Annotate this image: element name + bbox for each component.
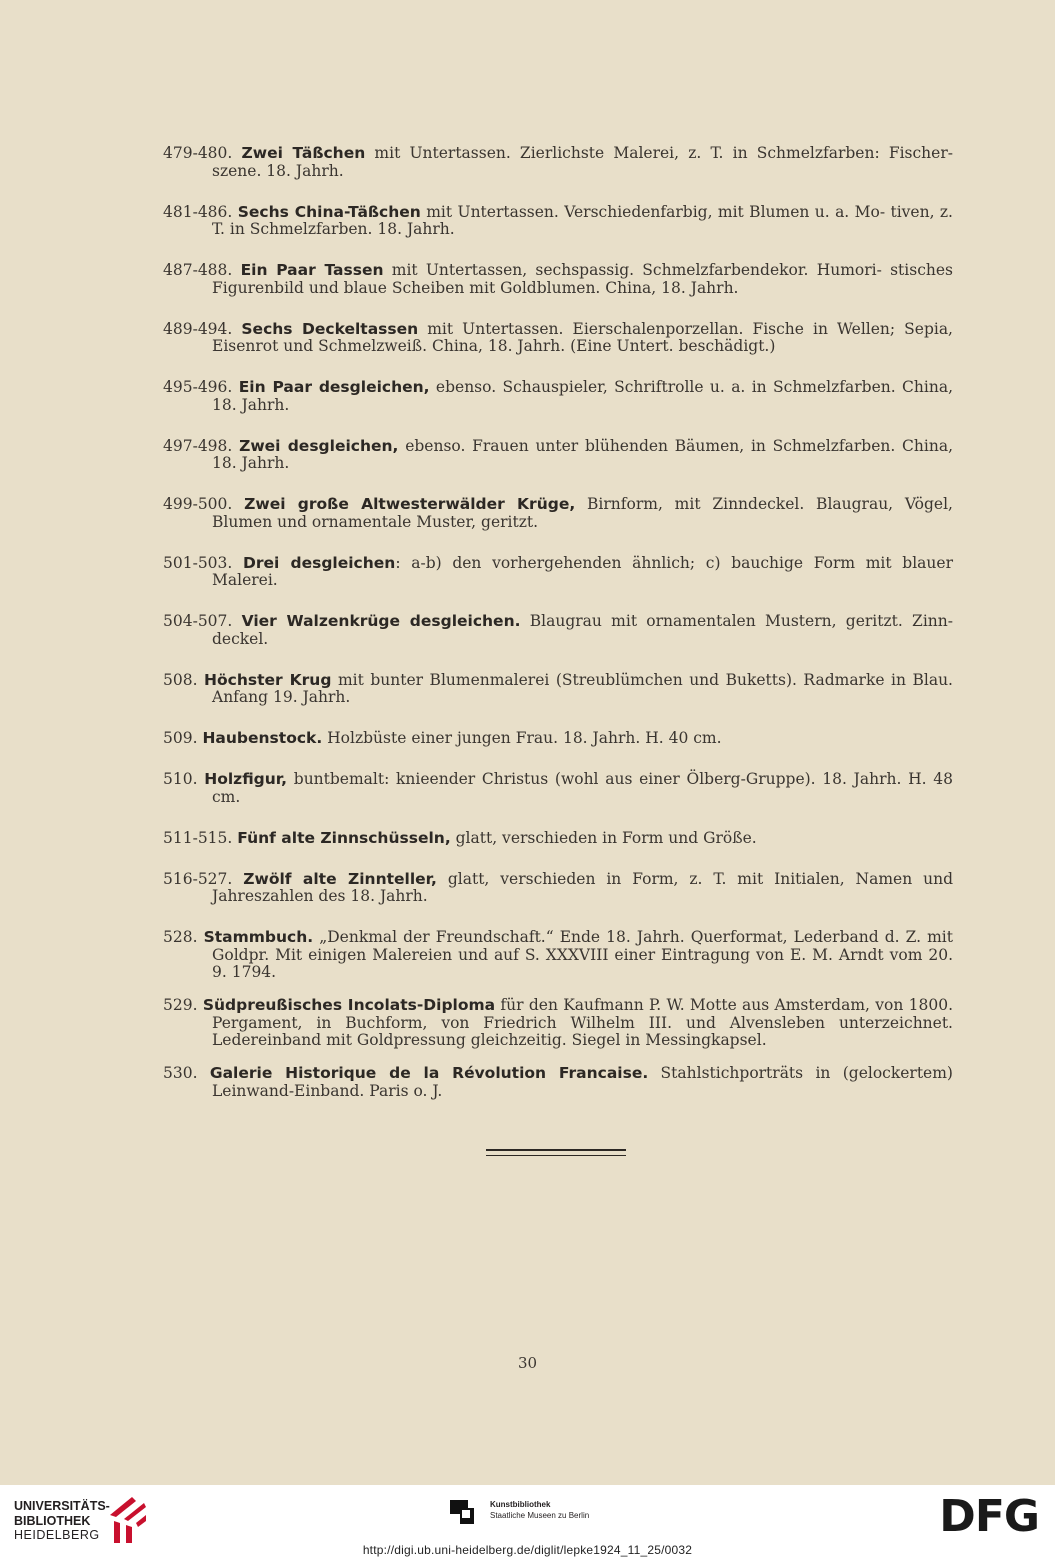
entry-title: Ein Paar Tassen (240, 261, 384, 279)
entry-text: ebenso. Frauen unter blühenden Bäumen, in Schmelzfarben. China, 18. Jahrh. (212, 436, 953, 472)
entry-text: buntbemalt: knieender Christus (wohl aus einer Ölberg-Gruppe). 18. Jahrh. H. 48 cm. (212, 770, 953, 806)
ub-heidelberg-wordmark (14, 1499, 110, 1543)
entry-number: 509. (163, 729, 198, 747)
catalog-entry (163, 771, 953, 806)
entry-title: Holzfigur, (204, 770, 288, 788)
entry-title: Sechs Deckeltassen (241, 319, 419, 338)
catalog-entry (163, 204, 953, 239)
catalog-entry (163, 438, 953, 473)
catalog-entry (163, 555, 953, 590)
entry-number: 510. (163, 770, 198, 788)
ub-line-3: HEIDELBERG (14, 1528, 100, 1542)
catalog-entry (163, 262, 953, 297)
catalog-entry (163, 1065, 953, 1100)
entry-number: 487-488. (163, 261, 233, 279)
entry-title: Südpreußisches Incolats-Diploma (202, 996, 496, 1014)
entry-text: Stahlstichporträts in (gelockertem) Leinwand-Einband. Paris o. J. (212, 1064, 953, 1100)
entry-text: glatt, verschieden in Form, z. T. mit Initialen, Namen und Jahreszahlen des 18. Jahrh. (212, 869, 953, 905)
entry-number: 508. (163, 670, 198, 689)
catalog-entry (163, 321, 953, 356)
entry-number: 495-496. (163, 378, 233, 396)
entry-title: Sechs China-Täßchen (237, 202, 421, 221)
digitization-footer (0, 1485, 1055, 1560)
entry-number: 489-494. (163, 319, 233, 338)
catalog-entry (163, 830, 953, 848)
entry-text: Holzbüste einer jungen Frau. 18. Jahrh. H. 40 cm. (322, 729, 722, 747)
entry-number: 511-515. (163, 828, 233, 847)
entry-text: „Denkmal der Freundschaft.“ Ende 18. Jahrh. Querformat, Lederband d. Z. mit Goldpr. Mit einigen Malereien und auf S. XXXVIII einer Eintragung von E. M. Arndt vom 20. 9. 1794. (212, 928, 953, 981)
entry-text: glatt, verschieden in Form und Größe. (450, 828, 757, 847)
catalog-entry (163, 496, 953, 531)
kb-line-2: Staatliche Museen zu Berlin (490, 1511, 590, 1520)
entry-text: mit bunter Blumenmalerei (Streublümchen und Buketts). Radmarke in Blau. Anfang 19. Jahrh. (212, 670, 953, 706)
catalog-entry (163, 997, 953, 1050)
ub-line-1: UNIVERSITÄTS- (14, 1499, 110, 1513)
entry-number: 516-527. (163, 869, 233, 888)
entry-text: mit Untertassen. Eierschalenporzellan. Fische in Wellen; Sepia, Eisenrot und Schmelzweiß. China, 18. Jahrh. (Eine Untert. beschädigt.) (212, 319, 953, 355)
catalog-entry (163, 379, 953, 414)
ub-line-2: BIBLIOTHEK (14, 1513, 91, 1528)
entry-title: Fünf alte Zinnschüsseln, (237, 828, 451, 847)
page-number: 30 (517, 1354, 538, 1372)
entry-text: ebenso. Schauspieler, Schriftrolle u. a. in Schmelzfarben. China, 18. Jahrh. (212, 378, 954, 414)
kunstbibliothek-logo-icon (450, 1500, 480, 1530)
entry-number: 528. (163, 928, 198, 946)
entry-title: Höchster Krug (204, 670, 332, 689)
catalog-entry (163, 145, 953, 180)
entry-text: mit Untertassen. Zierlichste Malerei, z. T. in Schmelzfarben: Fischer- szene. 18. Jahrh. (212, 144, 953, 180)
permalink-url[interactable]: http://digi.ub.uni-heidelberg.de/diglit/lepke1924_11_25/0032 (362, 1543, 693, 1557)
entry-title: Galerie Historique de la Révolution Francaise. (209, 1064, 649, 1082)
kunstbibliothek-label (490, 1499, 589, 1521)
catalog-entry (163, 613, 953, 648)
entry-number: 481-486. (163, 202, 233, 221)
entry-title: Zwölf alte Zinnteller, (243, 869, 437, 888)
entry-title: Haubenstock. (202, 729, 323, 747)
entry-title: Ein Paar desgleichen, (238, 378, 430, 396)
entry-text: : a-b) den vorhergehenden ähnlich; c) bauchige Form mit blauer Malerei. (212, 553, 953, 589)
catalog-entries (163, 145, 953, 1102)
entry-title: Zwei desgleichen, (239, 436, 399, 455)
dfg-logo: DFG (939, 1491, 1039, 1542)
entry-number: 501-503. (163, 553, 233, 572)
entry-number: 499-500. (163, 495, 233, 513)
catalog-entry (163, 672, 953, 707)
entry-title: Vier Walzenkrüge desgleichen. (241, 612, 521, 630)
entry-text: für den Kaufmann P. W. Motte aus Amsterdam, von 1800. Pergament, in Buchform, von Friedrich Wilhelm III. und Alvensleben unterzeichnet. Ledereinband mit Goldpressung gleichzeitig. Siegel in Messingkapsel. (212, 996, 953, 1049)
entry-text: mit Untertassen. Verschiedenfarbig, mit Blumen u. a. Mo- tiven, z. T. in Schmelzfarben. 18. Jahrh. (212, 202, 953, 238)
entry-number: 530. (163, 1064, 198, 1082)
entry-text: Blaugrau mit ornamentalen Mustern, geritzt. Zinn- deckel. (212, 612, 953, 648)
entry-text: Birnform, mit Zinndeckel. Blaugrau, Vögel, Blumen und ornamentale Muster, geritzt. (212, 495, 953, 531)
entry-title: Zwei große Altwesterwälder Krüge, (244, 495, 576, 513)
entry-title: Drei desgleichen (243, 553, 396, 572)
catalog-entry (163, 871, 953, 906)
section-divider (486, 1149, 626, 1156)
kb-line-1: Kunstbibliothek (490, 1500, 551, 1509)
entry-number: 497-498. (163, 436, 233, 455)
ub-heidelberg-logo-icon (106, 1493, 148, 1545)
entry-number: 504-507. (163, 612, 233, 630)
catalog-entry (163, 730, 953, 748)
catalog-entry (163, 929, 953, 982)
entry-text: mit Untertassen, sechspassig. Schmelzfarbendekor. Humori- stisches Figurenbild und blaue Scheiben mit Goldblumen. China, 18. Jahrh. (212, 261, 953, 297)
entry-number: 529. (163, 996, 198, 1014)
entry-title: Stammbuch. (203, 928, 314, 946)
entry-title: Zwei Täßchen (241, 144, 366, 162)
entry-number: 479-480. (163, 144, 233, 162)
